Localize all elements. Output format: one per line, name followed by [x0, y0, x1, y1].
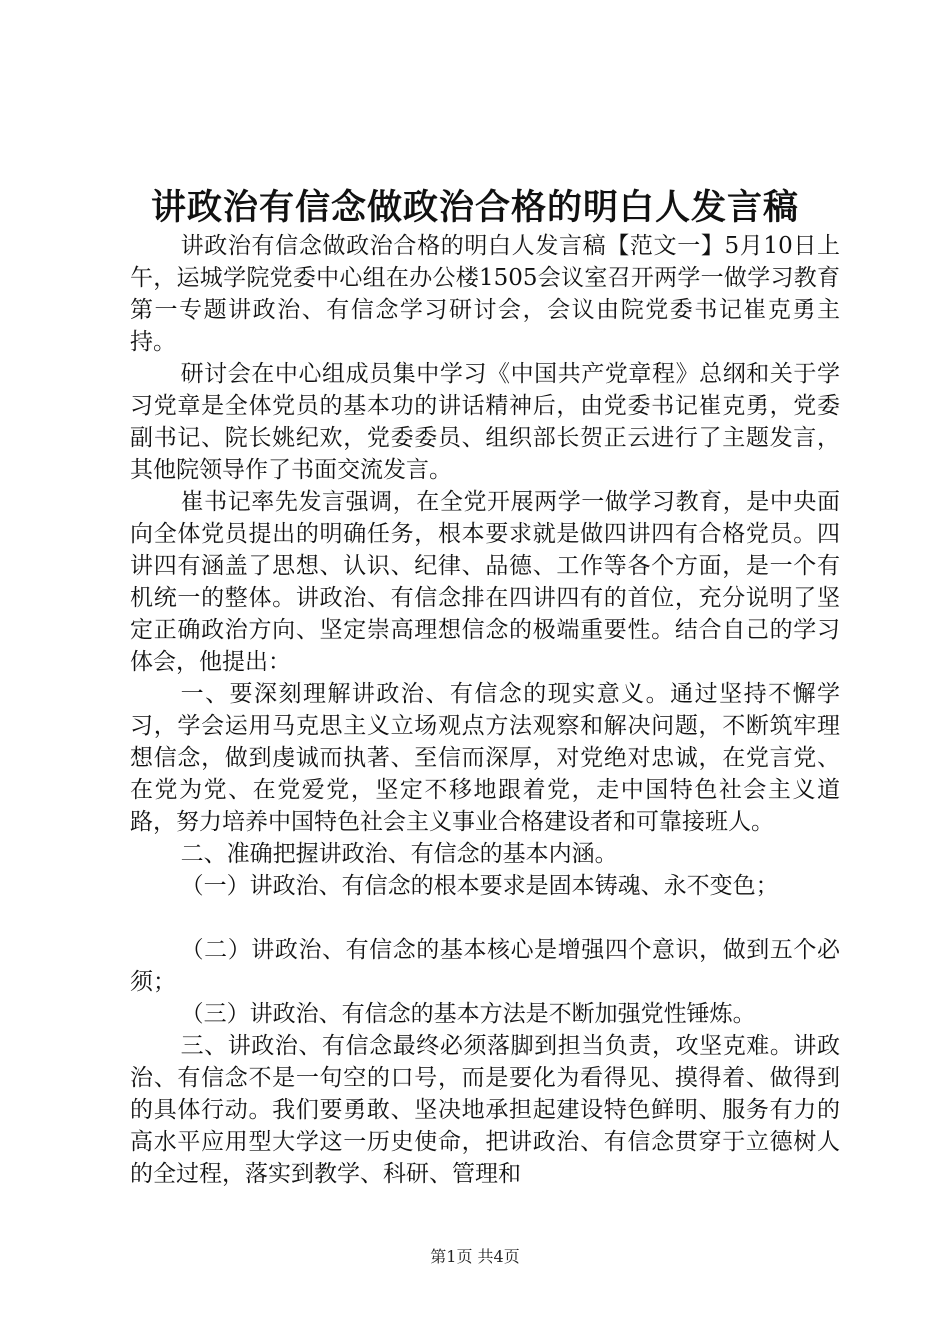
paragraph-point-two: 二、准确把握讲政治、有信念的基本内涵。: [180, 841, 618, 867]
paragraph-point-three: 三、讲政治、有信念最终必须落脚到担当负责，攻坚克难。讲政治、有信念不是一句空的口号，而是要化为看得见、摸得着、做得到的具体行动。我们要勇敢、坚决地承担起建设特色鲜明、服务有力的高水平应用型大学这一历史使命，把讲政治、有信念贯穿于立德树人的全过程，落实到教学、科研、管理和: [130, 1033, 840, 1187]
paragraph-intro: 讲政治有信念做政治合格的明白人发言稿【范文一】5月10日上午，运城学院党委中心组在办公楼1505会议室召开两学一做学习教育第一专题讲政治、有信念学习研讨会，会议由院党委书记崔克勇主持。: [130, 233, 840, 355]
document-body: [130, 230, 840, 1190]
paragraph-seminar: 研讨会在中心组成员集中学习《中国共产党章程》总纲和关于学习党章是全体党员的基本功的讲话精神后，由党委书记崔克勇，党委副书记、院长姚纪欢，党委委员、组织部长贺正云进行了主题发言，其他院领导作了书面交流发言。: [130, 361, 840, 483]
paragraph-subpoint-2: （二）讲政治、有信念的基本核心是增强四个意识，做到五个必须；: [130, 937, 840, 995]
paragraph-point-one: 一、要深刻理解讲政治、有信念的现实意义。通过坚持不懈学习，学会运用马克思主义立场观点方法观察和解决问题，不断筑牢理想信念，做到虔诚而执著、至信而深厚，对党绝对忠诚，在党言党、在党为党、在党爱党，坚定不移地跟着党，走中国特色社会主义道路，努力培养中国特色社会主义事业合格建设者和可靠接班人。: [130, 681, 840, 835]
page-footer: 第1页 共4页: [430, 1247, 520, 1266]
paragraph-subpoint-1: （一）讲政治、有信念的根本要求是固本铸魂、永不变色；: [180, 873, 779, 899]
document-title: 讲政治有信念做政治合格的明白人发言稿: [150, 187, 799, 228]
paragraph-cui-speech: 崔书记率先发言强调，在全党开展两学一做学习教育，是中央面向全体党员提出的明确任务，根本要求就是做四讲四有合格党员。四讲四有涵盖了思想、认识、纪律、品德、工作等各个方面，是一个有机统一的整体。讲政治、有信念排在四讲四有的首位，充分说明了坚定正确政治方向、坚定崇高理想信念的极端重要性。结合自己的学习体会，他提出：: [130, 489, 840, 675]
paragraph-subpoint-3: （三）讲政治、有信念的基本方法是不断加强党性锤炼。: [180, 1001, 756, 1027]
